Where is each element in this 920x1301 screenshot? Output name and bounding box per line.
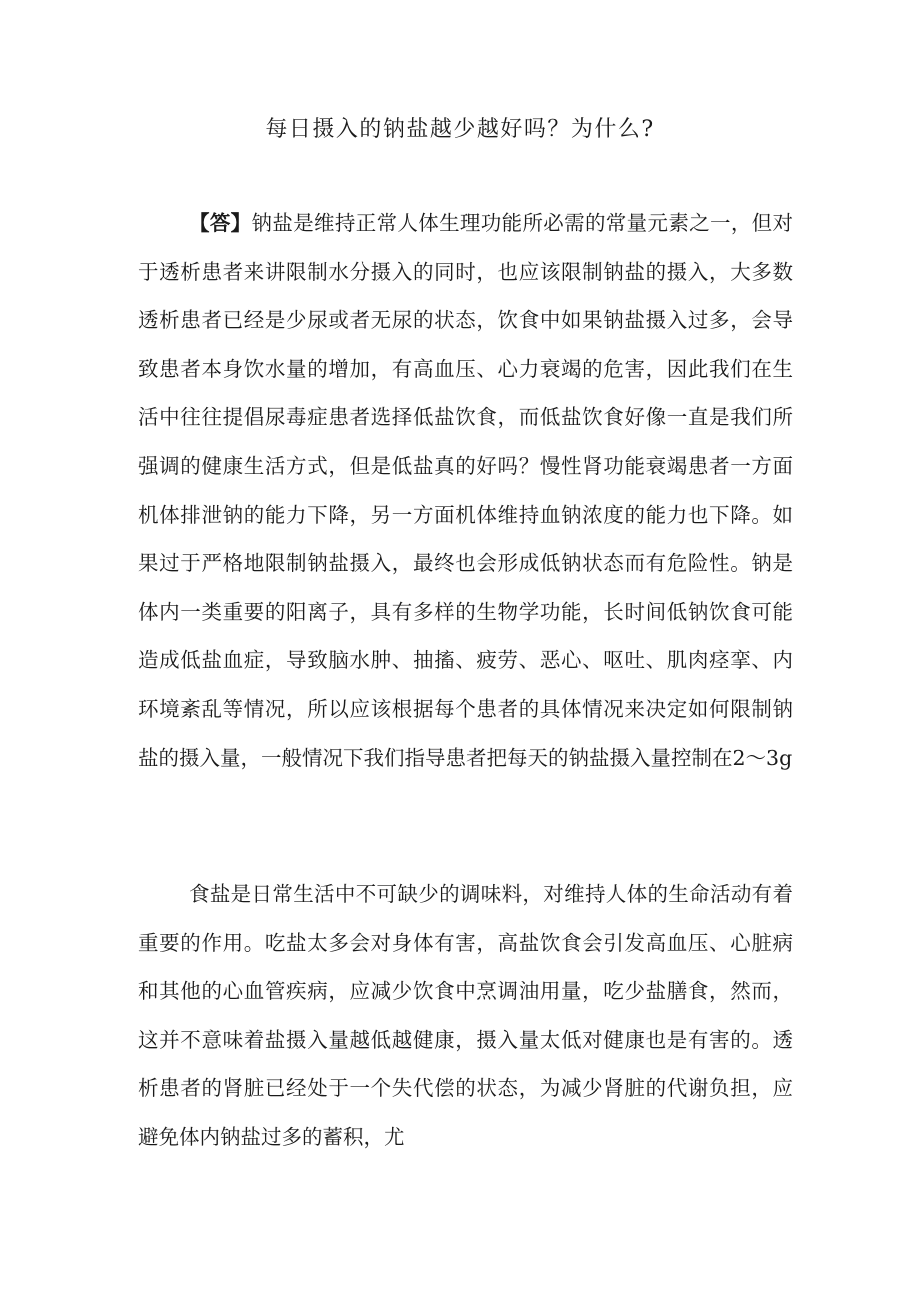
salt-paragraph: 食盐是日常生活中不可缺少的调味料，对维持人体的生命活动有着重要的作用。吃盐太多会对身体有害，高盐饮食会引发高血压、心脏病和其他的心血管疾病，应减少饮食中烹调油用量，吃少盐膳食，然而，这并不意味着盐摄入量越低越健康，摄入量太低对健康也是有害的。透析患者的肾脏已经处于一个失代偿的状态，为减少肾脏的代谢负担，应避免体内钠盐过多的蓄积，尤 (138, 882, 793, 1149)
answer-label: 【答】 (189, 211, 252, 235)
document-title: 每日摄入的钠盐越少越好吗？为什么? (265, 117, 655, 142)
answer-paragraph (138, 199, 793, 782)
answer-text: 钠盐是维持正常人体生理功能所必需的常量元素之一，但对于透析患者来讲限制水分摄入的同时，也应该限制钠盐的摄入，大多数透析患者已经是少尿或者无尿的状态，饮食中如果钠盐摄入过多，会导致患者本身饮水量的增加，有高血压、心力衰竭的危害，因此我们在生活中往往提倡尿毒症患者选择低盐饮食，而低盐饮食好像一直是我们所强调的健康生活方式，但是低盐真的好吗？慢性肾功能衰竭患者一方面机体排泄钠的能力下降，另一方面机体维持血钠浓度的能力也下降。如果过于严格地限制钠盐摄入，最终也会形成低钠状态而有危险性。钠是体内一类重要的阳离子，具有多样的生物学功能，长时间低钠饮食可能造成低盐血症，导致脑水肿、抽搐、疲劳、恶心、呕吐、肌肉痉挛、内环境紊乱等情况，所以应该根据每个患者的具体情况来决定如何限制钠盐的摄入量，一般情况下我们指导患者把每天的钠盐摄入量控制在2～3g (138, 211, 794, 770)
